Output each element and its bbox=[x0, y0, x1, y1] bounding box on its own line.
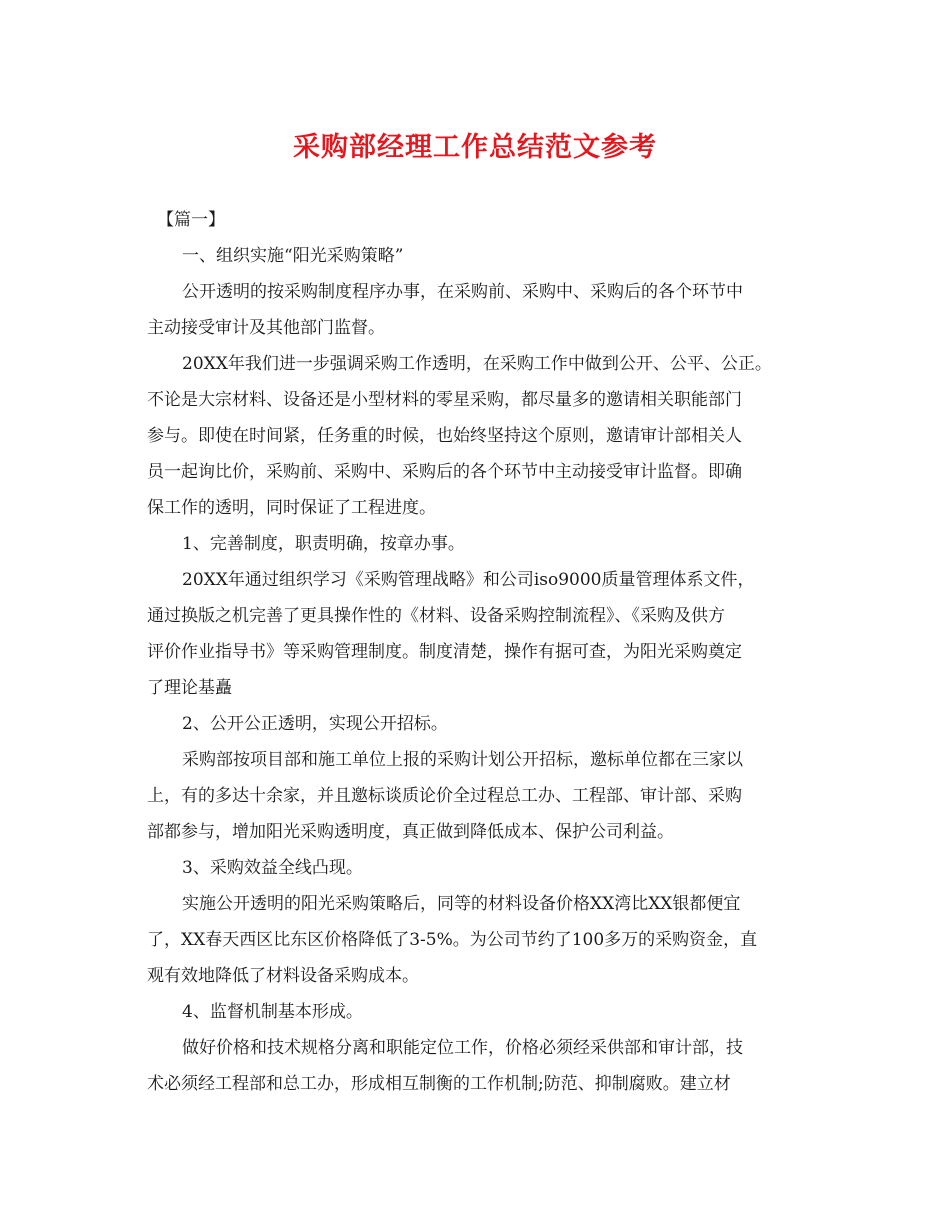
text-line: 采购部按项目部和施工单位上报的采购计划公开招标，邀标单位都在三家以 bbox=[182, 750, 743, 770]
text-line: 保工作的透明，同时保证了工程进度。 bbox=[147, 498, 436, 518]
text-line: 参与。即使在时间紧，任务重的时候，也始终坚持这个原则，邀请审计部相关人 bbox=[147, 426, 742, 446]
text-line: 了理论基矗 bbox=[147, 678, 232, 698]
text-line: 不论是大宗材料、设备还是小型材料的零星采购，都尽量多的邀请相关职能部门 bbox=[147, 390, 742, 410]
text-line: 做好价格和技术规格分离和职能定位工作，价格必须经采供部和审计部，技 bbox=[182, 1038, 743, 1058]
text-line: 20XX年我们进一步强调采购工作透明，在采购工作中做到公开、公平、公正。 bbox=[182, 354, 772, 374]
text-line: 4、监督机制基本形成。 bbox=[182, 1002, 363, 1022]
text-line: 部都参与，增加阳光采购透明度，真正做到降低成本、保护公司利益。 bbox=[147, 822, 674, 842]
text-line: 观有效地降低了材料设备采购成本。 bbox=[147, 966, 419, 986]
text-line: 上，有的多达十余家，并且邀标谈质论价全过程总工办、工程部、审计部、采购 bbox=[147, 786, 742, 806]
text-line: 通过换版之机完善了更具操作性的《材料、设备采购控制流程》、《采购及供方 bbox=[147, 606, 725, 626]
text-line: 20XX年通过组织学习《采购管理战略》和公司iso9000质量管理体系文件， bbox=[182, 570, 755, 590]
document-title: 采购部经理工作总结范文参考 bbox=[293, 132, 657, 163]
text-line: 2、公开公正透明，实现公开招标。 bbox=[182, 714, 448, 734]
text-line: 公开透明的按采购制度程序办事，在采购前、采购中、采购后的各个环节中 bbox=[182, 282, 743, 302]
text-line: 一、组织实施“阳光采购策略” bbox=[182, 246, 404, 266]
text-line: 评价作业指导书》等采购管理制度。制度清楚，操作有据可查，为阳光采购奠定 bbox=[147, 642, 742, 662]
text-line: 主动接受审计及其他部门监督。 bbox=[147, 318, 385, 338]
text-line: 员一起询比价，采购前、采购中、采购后的各个环节中主动接受审计监督。即确 bbox=[147, 462, 742, 482]
text-line: 了，XX春天西区比东区价格降低了3-5%。为公司节约了100多万的采购资金，直 bbox=[147, 930, 758, 950]
document-body bbox=[147, 202, 807, 1102]
text-line: 术必须经工程部和总工办，形成相互制衡的工作机制;防范、抑制腐败。建立材 bbox=[147, 1074, 731, 1094]
text-line: 1、完善制度，职责明确，按章办事。 bbox=[182, 534, 465, 554]
text-line: 【篇一】 bbox=[157, 210, 225, 230]
text-line: 3、采购效益全线凸现。 bbox=[182, 858, 363, 878]
text-line: 实施公开透明的阳光采购策略后，同等的材料设备价格XX湾比XX银都便宜 bbox=[182, 894, 741, 914]
